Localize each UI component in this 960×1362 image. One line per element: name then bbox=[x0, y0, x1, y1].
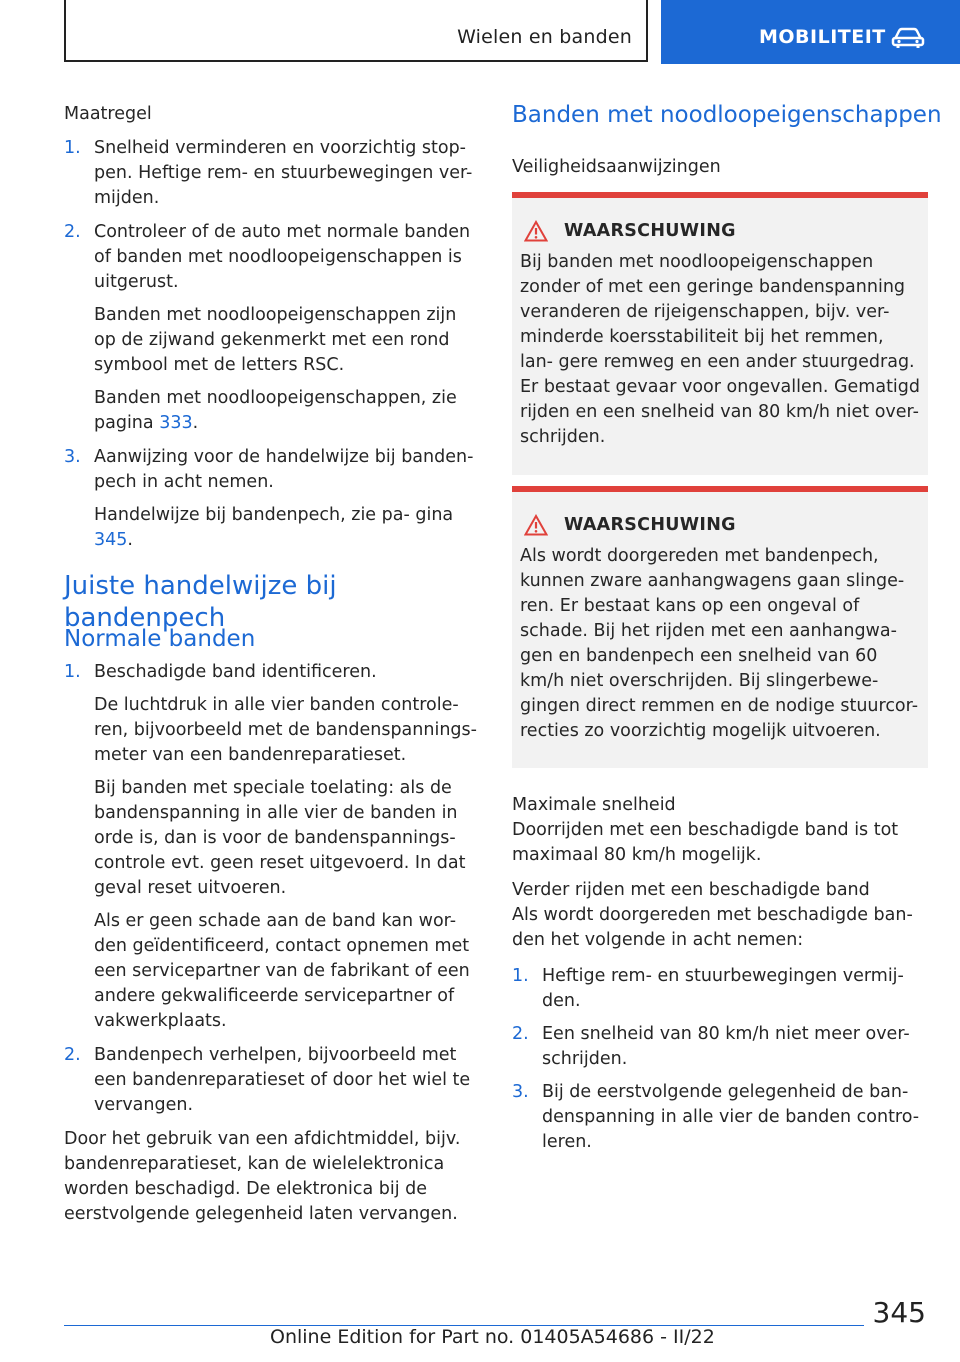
safety-label: Veiligheidsaanwijzingen bbox=[512, 157, 721, 177]
section-heading: Juiste handelwijze bij bandenpech bbox=[64, 571, 337, 633]
page-link[interactable]: 345 bbox=[94, 530, 128, 550]
chapter-tab[interactable] bbox=[661, 0, 960, 64]
max-speed-block bbox=[512, 793, 928, 1155]
list-text: Bij banden met speciale toelating: als de bandenspanning in alle vier de banden in orde is, dan is voor de bandenspannings- controle evt. geen reset uitgevoerd. In dat geval reset uitvoeren. bbox=[94, 778, 466, 898]
header-section-box bbox=[64, 0, 648, 62]
section-title: Wielen en banden bbox=[457, 26, 632, 48]
list-item bbox=[512, 964, 928, 1014]
page-link[interactable]: 333 bbox=[159, 413, 193, 433]
reference-text: Banden met noodloopeigenschappen, zie pagina bbox=[94, 388, 457, 433]
max-speed-label: Maximale snelheid bbox=[512, 795, 676, 815]
list-item bbox=[64, 136, 478, 211]
page-reference bbox=[94, 386, 478, 436]
list-text: Beschadigde band identificeren. bbox=[94, 662, 377, 682]
warning-triangle-icon bbox=[524, 514, 548, 536]
list-text: Bij de eerstvolgende gelegenheid de ban- denspanning in alle vier de banden contro- leren. bbox=[542, 1082, 920, 1152]
list-number: 3. bbox=[64, 447, 81, 467]
maatregel-block bbox=[64, 102, 478, 553]
max-speed-text: Doorrijden met een beschadigde band is tot maximaal 80 km/h mogelijk. bbox=[512, 820, 899, 865]
list-text: Snelheid verminderen en voorzichtig stop- pen. Heftige rem- en stuurbewegingen ver- mijden. bbox=[94, 138, 473, 208]
warning-title: WAARSCHUWING bbox=[564, 515, 736, 535]
list-item bbox=[512, 1080, 928, 1155]
list-number: 2. bbox=[64, 222, 81, 242]
warning-triangle-icon bbox=[524, 220, 548, 242]
page-number: 345 bbox=[872, 1296, 926, 1329]
list-number: 2. bbox=[512, 1024, 529, 1044]
warning-text: Bij banden met noodloopeigenschappen zonder of met een geringe bandenspanning veranderen de rijeigenschappen, bijv. ver- minderde koersstabiliteit bij het remmen, lan- gere remweg en een ander stuurgedrag. Er bestaat gevaar voor ongevallen. Gematigd rijden en een snelheid van 80 km/h niet over- schrijden. bbox=[520, 252, 921, 447]
list-text: Aanwijzing voor de handelwijze bij banden- pech in acht nemen. bbox=[94, 447, 474, 492]
warning-text: Als wordt doorgereden met bandenpech, kunnen zware aanhangwagens gaan slinge- ren. Er bestaat kans op een ongeval of schade. Bij het rijden met een aanhangwa- gen en bandenpech een snelheid van 60 km/h niet overschrijden. Bij slingerbewe- gingen direct remmen en de nodige stuurcor- recties zo voorzichtig mogelijk uitvoeren. bbox=[520, 546, 919, 741]
list-text: Bandenpech verhelpen, bijvoorbeeld met een bandenreparatieset of door het wiel te vervangen. bbox=[94, 1045, 471, 1115]
list-item bbox=[64, 660, 478, 1034]
reference-end: . bbox=[192, 413, 199, 433]
warning-title: WAARSCHUWING bbox=[564, 221, 736, 241]
list-item bbox=[64, 445, 478, 553]
warning-header bbox=[520, 220, 920, 242]
car-icon bbox=[891, 27, 925, 49]
reference-end: . bbox=[127, 530, 133, 550]
page-reference bbox=[94, 503, 478, 553]
list-text: Controleer of de auto met normale banden of banden met noodloopeigenschappen is uitgerust. bbox=[94, 222, 471, 292]
closing-paragraph: Door het gebruik van een afdichtmiddel, bijv. bandenreparatieset, kan de wielelektronica worden beschadigd. De elektronica bij de eerstvolgende gelegenheid laten vervangen. bbox=[64, 1129, 461, 1224]
warning-box bbox=[512, 486, 928, 768]
continue-label: Verder rijden met een beschadigde band bbox=[512, 880, 870, 900]
list-number: 2. bbox=[64, 1045, 81, 1065]
chapter-tab-label: MOBILITEIT bbox=[759, 26, 886, 48]
list-number: 1. bbox=[512, 966, 529, 986]
list-number: 1. bbox=[64, 138, 81, 158]
maatregel-label: Maatregel bbox=[64, 104, 152, 124]
list-item bbox=[512, 1022, 928, 1072]
list-text: Heftige rem- en stuurbewegingen vermij- den. bbox=[542, 966, 904, 1011]
right-section-heading: Banden met noodloopeigenschappen bbox=[512, 102, 942, 128]
sub-heading: Normale banden bbox=[64, 626, 256, 652]
warning-box bbox=[512, 192, 928, 475]
normal-steps bbox=[64, 660, 478, 1227]
list-text: Als er geen schade aan de band kan wor- den geïdentificeerd, contact opnemen met een servicepartner van de fabrikant of een andere gekwalificeerde servicepartner of vakwerkplaats. bbox=[94, 911, 470, 1031]
list-item bbox=[64, 1043, 478, 1118]
list-number: 1. bbox=[64, 662, 81, 682]
warning-header bbox=[520, 514, 920, 536]
list-text: Banden met noodloopeigenschappen zijn op de zijwand gekenmerkt met een rond symbool met de letters RSC. bbox=[94, 305, 457, 375]
list-number: 3. bbox=[512, 1082, 529, 1102]
list-text: Een snelheid van 80 km/h niet meer over- schrijden. bbox=[542, 1024, 910, 1069]
edition-text: Online Edition for Part no. 01405A54686 - II/22 bbox=[270, 1326, 715, 1348]
list-text: De luchtdruk in alle vier banden controle- ren, bijvoorbeeld met de bandenspannings- meter van een bandenreparatieset. bbox=[94, 695, 477, 765]
continue-text: Als wordt doorgereden met beschadigde ban- den het volgende in acht nemen: bbox=[512, 905, 913, 950]
reference-text: Handelwijze bij bandenpech, zie pa- gina bbox=[94, 505, 454, 525]
list-item bbox=[64, 220, 478, 436]
